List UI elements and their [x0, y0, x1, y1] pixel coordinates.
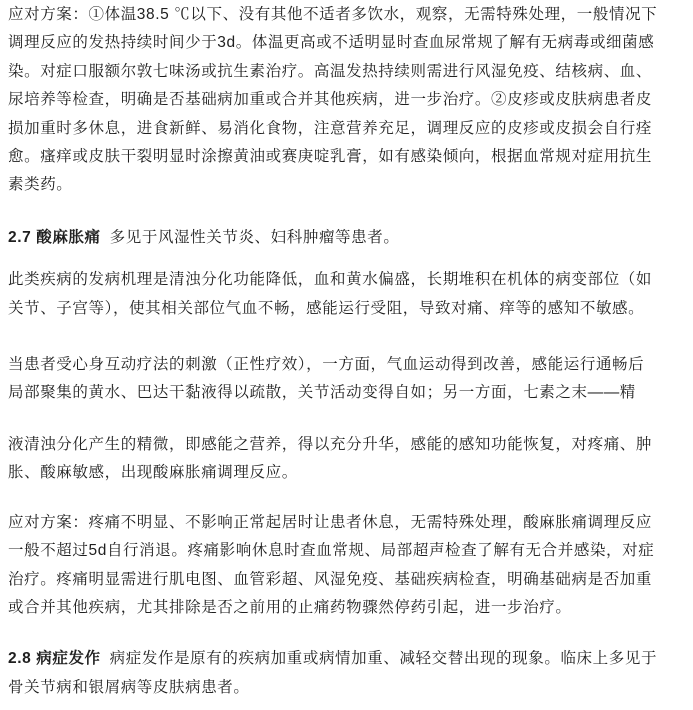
text-line: 治疗。疼痛明显需进行肌电图、血管彩超、风湿免疫、基础疾病检查，明确基础病是否加重: [8, 570, 653, 588]
text-line: 或合并其他疾病，尤其排除是否之前用的止痛药物骤然停药引起，进一步治疗。: [8, 598, 572, 616]
text-line: 关节、子宫等），使其相关部位气血不畅，感能运行受阻，导致对痛、痒等的感知不敏感。: [8, 299, 645, 317]
text-line: 骨关节病和银屑病等皮肤病患者。: [8, 678, 250, 696]
section-intro-text: 多见于风湿性关节炎、妇科肿瘤等患者。: [109, 228, 400, 246]
text-line: 愈。瘙痒或皮肤干裂明显时涂擦黄油或赛庚啶乳膏，如有感染倾向，根据血常规对症用抗生: [8, 148, 653, 166]
text-line: [8, 645, 687, 673]
text-line: [8, 224, 687, 252]
text-line: 素类药。: [8, 176, 73, 194]
paragraph-therapy-response: [8, 351, 687, 408]
text-line: 尿培养等检查，明确是否基础病加重或合并其他疾病，进一步治疗。②皮疹或皮肤病患者皮: [8, 91, 653, 109]
text-line: 一般不超过5d自行消退。疼痛影响休息时查血常规、局部超声检查了解有无合并感染，对症: [8, 542, 655, 560]
text-line: 应对方案：①体温38.5 ℃以下、没有其他不适者多饮水，观察，无需特殊处理，一般情况下: [8, 6, 658, 23]
paragraph-fever-skin-plan: [8, 1, 687, 200]
paragraph-disease-mechanism: [8, 266, 687, 323]
text-line: 液清浊分化产生的精微，即感能之营养，得以充分升华，感能的感知功能恢复，对疼痛、肿: [8, 435, 653, 453]
paragraph-pain-plan: [8, 509, 687, 623]
paragraph-essence-sublimation: [8, 431, 687, 488]
text-line: 局部聚集的黄水、巴达干黏液得以疏散，关节活动变得自如；另一方面，七素之末——精: [8, 384, 636, 402]
text-line: 染。对症口服额尔敦七味汤或抗生素治疗。高温发热持续则需进行风湿免疫、结核病、血、: [8, 62, 653, 80]
text-line: 损加重时多休息，进食新鲜、易消化食物，注意营养充足，调理反应的皮疹或皮损会自行痊: [8, 119, 653, 137]
text-line: 当患者受心身互动疗法的刺激（正性疗效），一方面，气血运动得到改善，感能运行通畅后: [8, 356, 645, 374]
section-intro-text: 病症发作是原有的疾病加重或病情加重、减轻交替出现的现象。临床上多见于: [109, 650, 658, 668]
text-line: 胀、酸麻敏感，出现酸麻胀痛调理反应。: [8, 464, 298, 482]
text-line: 此类疾病的发病机理是清浊分化功能降低，血和黄水偏盛，长期堆积在机体的病变部位（如: [8, 271, 653, 289]
text-line: 调理反应的发热持续时间少于3d。体温更高或不适明显时查血尿常规了解有无病毒或细菌感: [8, 34, 655, 52]
text-line: 应对方案：疼痛不明显、不影响正常起居时让患者休息，无需特殊处理，酸麻胀痛调理反应: [8, 513, 653, 531]
section-number-title: 2.8 病症发作: [8, 650, 101, 668]
section-heading-2-8: [8, 645, 687, 702]
section-number-title: 2.7 酸麻胀痛: [8, 228, 101, 246]
section-heading-2-7: [8, 224, 687, 252]
